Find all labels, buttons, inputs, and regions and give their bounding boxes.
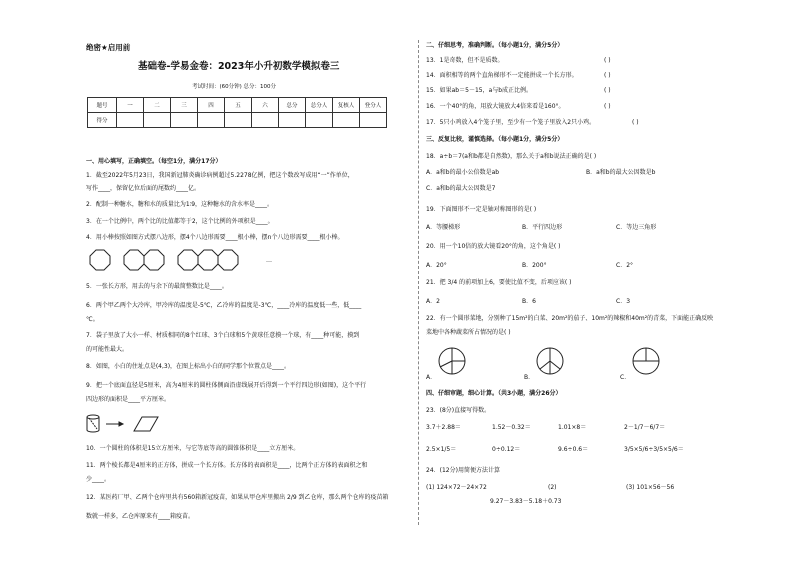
option-19a[interactable]: A．等腰梯形 (426, 224, 461, 231)
answer-paren-15[interactable]: ( ) (604, 87, 611, 94)
score-cell: 一 (117, 98, 144, 113)
question-7a: 7．袋子里放了大小一样、材质相同的8个红球、3个白球和5个黄球任意摸一个球，有____种可能，摸到 (86, 332, 360, 339)
question-24-2-expression: 9.27－3.83－5.18＋0.73 (490, 498, 562, 505)
option-20a[interactable]: A．20° (426, 262, 447, 269)
question-24: 24．(12分)用简便方法计算 (426, 467, 500, 474)
option-21b[interactable]: B．6 (522, 298, 536, 305)
option-19b[interactable]: B．平行四边形 (522, 224, 563, 231)
question-6b: ℃。 (86, 316, 99, 323)
answer-paren-17[interactable]: ( ) (632, 119, 639, 126)
question-16: 16．一个40°的角，用放大镜放大4倍来看是160°。 (426, 103, 565, 110)
pie-option-b[interactable] (536, 347, 564, 375)
question-11a: 11．两个棱长都是4厘米的正方体，拼成一个长方体。长方体的表面积是____，比两个正方体的表面积之和 (86, 462, 368, 469)
question-2: 2．配制一种糖水，糖和水的质量比为1∶9，这种糖水的含水率是____。 (86, 201, 274, 208)
section-2-heading: 二、仔细思考，准确判断。（每小题1分，满分5分） (426, 42, 564, 49)
score-input-cell[interactable] (198, 113, 225, 128)
pie-label-a: A． (426, 374, 437, 381)
question-20: 20．用一个10倍的放大镜看20°的角，这个角是( ) (426, 243, 561, 250)
score-input-cell[interactable] (306, 113, 333, 128)
question-17: 17．5只小鸡放入4个笼子里，至少有一个笼子里放入2只小鸡。 (426, 119, 596, 126)
score-cell: 复核人 (333, 98, 360, 113)
option-19c[interactable]: C．等边三角形 (616, 224, 657, 231)
calc-item: 3.7＋2.88＝ (426, 424, 461, 431)
option-18b[interactable]: B．a和b的最大公因数是b (586, 169, 656, 176)
question-24-3: (3) 101×56－56 (626, 484, 675, 491)
question-19: 19．下面图形不一定是轴对称图形的是( ) (426, 206, 537, 213)
score-cell: 六 (252, 98, 279, 113)
calc-item: 2.5×1/5＝ (426, 446, 457, 453)
calc-item: 1.52－0.32＝ (492, 424, 531, 431)
calc-item: 1.01×8＝ (558, 424, 587, 431)
question-24-1: (1) 124×72－24×72 (426, 484, 487, 491)
question-5: 5．一张长方形，用去的与余下的最简整数比是____。 (86, 283, 228, 290)
calc-item: 9.6÷0.6＝ (558, 446, 589, 453)
pie-label-c: C． (620, 374, 631, 381)
question-12b: 数就一样多，乙仓库原来有____箱疫苗。 (86, 513, 195, 520)
question-4: 4．用小棒按照如图方式摆八边形，摆4个八边形需要____根小棒，摆n个八边形需要____根小棒。 (86, 234, 344, 241)
answer-paren-13[interactable]: ( ) (604, 57, 611, 64)
score-cell: 三 (171, 98, 198, 113)
question-23: 23．(8分)直接写得数。 (426, 407, 491, 414)
section-1-heading: 一、用心填写，正确填空。（每空1分，满分17分） (86, 158, 222, 165)
question-8: 8．如图，小白的住址点是(4,3)，在图上标出小白的同学那个位置点是____。 (86, 363, 291, 370)
option-18a[interactable]: A．a和b的最小公倍数是ab (426, 169, 500, 176)
question-22b: 菜地中各种蔬菜所占情况的是( ) (426, 329, 511, 336)
score-input-cell[interactable] (252, 113, 279, 128)
cylinder-unfold-figure (86, 414, 176, 434)
question-9a: 9．把一个底面直径是5厘米，高为4厘米的圆柱体侧面沿虚线展开后得到一个平行四边形(如图)，这个平行 (86, 382, 367, 389)
question-1b: 写作____，保留亿位后面的尾数约____亿。 (86, 185, 201, 192)
score-table (87, 97, 387, 128)
pie-option-c[interactable] (632, 347, 660, 375)
score-input-cell[interactable] (171, 113, 198, 128)
question-13: 13．1是奇数，但不是质数。 (426, 57, 504, 64)
score-input-cell[interactable] (360, 113, 387, 128)
score-cell: 题号 (88, 98, 117, 113)
question-12a: 12．某医药厂甲、乙两个仓库里共有560箱新冠疫苗，如果从甲仓库里搬出 2/9 到乙仓库，那么两个仓库的疫苗箱 (86, 494, 389, 501)
octagon-sticks-figure (86, 248, 286, 272)
section-3-heading: 三、反复比较，谨慎选择。（每小题1分，满分5分） (426, 136, 564, 143)
score-input-cell[interactable] (117, 113, 144, 128)
option-21c[interactable]: C．3 (616, 298, 631, 305)
answer-paren-14[interactable]: ( ) (604, 72, 611, 79)
column-divider (418, 40, 419, 525)
question-18: 18．a÷b＝7(a和b都是自然数)，那么关于a和b说法正确的是( ) (426, 153, 597, 160)
score-cell: 四 (198, 98, 225, 113)
score-cell: 五 (225, 98, 252, 113)
option-20b[interactable]: B．200° (522, 262, 547, 269)
page-title: 基础卷-学易金卷：2023年小升初数学模拟卷三 (138, 61, 340, 72)
calc-item: 2－1/7－6/7＝ (624, 424, 666, 431)
score-cell: 总分人 (306, 98, 333, 113)
figure-ellipsis: … (266, 257, 272, 264)
pie-option-a[interactable] (438, 347, 466, 375)
answer-paren-16[interactable]: ( ) (604, 103, 611, 110)
question-6a: 6．两个甲乙两个大冷库，甲冷库的温度是-5℃，乙冷库的温度是-3℃，____冷库的温度低一些，低____ (86, 302, 362, 309)
question-11b: 少____。 (86, 476, 111, 483)
score-cell: 总分 (279, 98, 306, 113)
calc-item: 0÷0.12＝ (492, 446, 521, 453)
pie-label-b: B． (524, 374, 535, 381)
question-3: 3．在一个比例中，两个比的比值都等于2，这个比例的外项积是____。 (86, 218, 274, 225)
secret-label: 绝密★启用前 (86, 43, 131, 52)
question-15: 15．如果ab＝5－15，a与b成正比例。 (426, 87, 533, 94)
score-input-cell[interactable] (279, 113, 306, 128)
exam-info: 考试时间：(60分钟) 总分：100分 (192, 84, 277, 90)
score-table-header-row (88, 98, 387, 113)
section-4-heading: 四、仔细审题，细心计算。（共3小题，满分26分） (426, 390, 562, 397)
score-input-cell[interactable] (225, 113, 252, 128)
option-21a[interactable]: A．2 (426, 298, 440, 305)
score-cell: 得分 (88, 113, 117, 128)
option-20c[interactable]: C．2° (616, 262, 634, 269)
score-input-cell[interactable] (144, 113, 171, 128)
question-1a: 1．截至2022年5月23日，我国新冠肺炎确诊病例超过5.2278亿例，把这个数改写成用“一”作单位， (86, 172, 354, 179)
score-cell: 登分人 (360, 98, 387, 113)
question-14: 14．面积相等的两个直角梯形不一定能拼成一个长方形。 (426, 72, 578, 79)
question-9b: 四边形的面积是____平方厘米。 (86, 396, 171, 403)
score-table-score-row (88, 113, 387, 128)
question-10: 10．一个圆柱的体积是15立方厘米，与它等底等高的圆锥体积是____立方厘米。 (86, 445, 300, 452)
question-21: 21．把 3/4 的前项加上6，要使比值不变，后项应该( ) (426, 279, 572, 286)
question-22a: 22．有一个圆形菜地，分别种了15m²的白菜、20m²的茄子、10m²的辣椒和40m²的青菜，下面能正确反映 (426, 315, 714, 322)
calc-item: 3/5×5/6÷3/5×5/6＝ (624, 446, 684, 453)
question-24-2: (2) (548, 484, 557, 491)
option-18c[interactable]: C．a和b的最大公因数是7 (426, 185, 496, 192)
question-7b: 的可能性最大。 (86, 346, 129, 353)
score-cell: 二 (144, 98, 171, 113)
score-input-cell[interactable] (333, 113, 360, 128)
